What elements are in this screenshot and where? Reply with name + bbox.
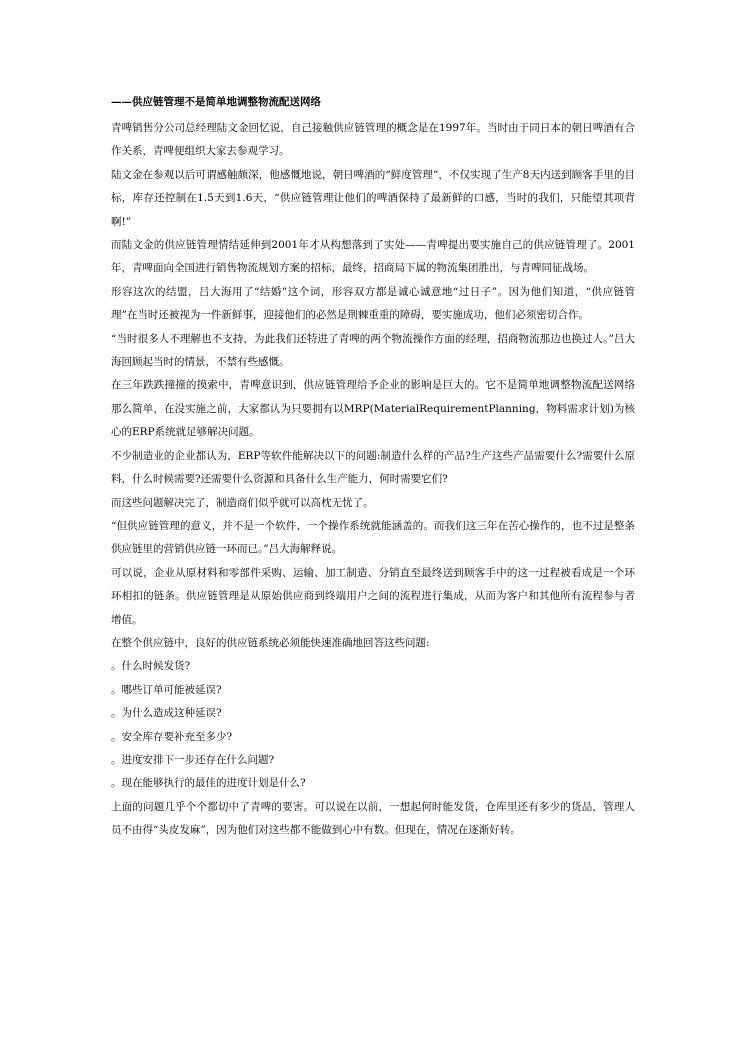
- paragraph-final: 上面的问题几乎个个都切中了青啤的要害。可以说在以前，一想起何时能发货，仓库里还有多少的货品，管理人员不由得“头皮发麻”，因为他们对这些都不能做到心中有数。但现在，情况在逐渐好转。: [111, 800, 635, 837]
- paragraph-10: 可以说，企业从原材料和零部件采购、运输、加工制造、分销直至最终送到顾客手中的这一过程被看成是一个环环相扣的链条。供应链管理是从原始供应商到终端用户之间的流程进行集成，从而为客户和其他所有流程参与者增值。: [111, 566, 635, 626]
- paragraph-8: 而这些问题解决完了，制造商们似乎就可以高枕无忧了。: [111, 496, 374, 509]
- paragraph-9: “但供应链管理的意义，并不是一个软件、一个操作系统就能涵盖的。而我们这三年在苦心操作的，也不过是整条供应链里的营销供应链一环而已。”吕大海解释说。: [111, 519, 635, 556]
- paragraph-7: 不少制造业的企业都认为，ERP等软件能解决以下的问题:制造什么样的产品?生产这些产品需要什么?需要什么原料，什么时候需要?还需要什么资源和具备什么生产能力，何时需要它们?: [111, 449, 635, 486]
- paragraph-3: 而陆文金的供应链管理情结延伸到2001年才从构想落到了实处——青啤提出要实施自己的供应链管理了。2001年，青啤面向全国进行销售物流规划方案的招标，最终，招商局下属的物流集团胜出，与青啤同征战场。: [111, 239, 635, 275]
- document-body: [111, 94, 635, 843]
- question-item: 。现在能够执行的最佳的进度计划是什么?: [111, 777, 306, 790]
- question-item: 。哪些订单可能被延误?: [111, 683, 222, 696]
- paragraph-1: 青啤销售分公司总经理陆文金回忆说，自己接触供应链管理的概念是在1997年。当时由于同日本的朝日啤酒有合作关系，青啤便组织大家去参观学习。: [111, 122, 635, 158]
- paragraph-6: 在三年跌跌撞撞的摸索中，青啤意识到，供应链管理给予企业的影响是巨大的。它不是简单地调整物流配送网络那么简单，在没实施之前，大家都认为只要拥有以MRP(MaterialRequirementPlanning，物料需求计划)为核心的ERP系统就足够解决问题。: [111, 379, 635, 439]
- question-item: 。什么时候发货?: [111, 660, 191, 673]
- question-item: 。安全库存要补充至多少?: [111, 730, 233, 743]
- question-item: 。为什么造成这种延误?: [111, 707, 222, 720]
- paragraph-4: 形容这次的结盟，吕大海用了“结婚”这个词，形容双方都是诚心诚意地“过日子”。因为他们知道，“供应链管理”在当时还被视为一件新鲜事，迎接他们的必然是荆棘重重的障碍，要实施成功，他们必须密切合作。: [111, 285, 635, 322]
- paragraph-2: 陆文金在参观以后可谓感触颇深，他感慨地说，朝日啤酒的“鲜度管理”，不仅实现了生产8天内送到顾客手里的目标，库存还控制在1.5天到1.6天，“供应链管理让他们的啤酒保持了最新鲜的口感，当时的我们，只能望其项背啊!”: [111, 168, 635, 228]
- section-title: ——供应链管理不是简单地调整物流配送网络: [111, 96, 321, 108]
- paragraph-5: “当时很多人不理解也不支持，为此我们还特进了青啤的两个物流操作方面的经理，招商物流那边也换过人。”吕大海回顾起当时的情景，不禁有些感慨。: [111, 332, 635, 369]
- question-item: 。进度安排下一步还存在什么问题?: [111, 753, 275, 766]
- paragraph-11: 在整个供应链中，良好的供应链系统必须能快速准确地回答这些问题:: [111, 636, 430, 649]
